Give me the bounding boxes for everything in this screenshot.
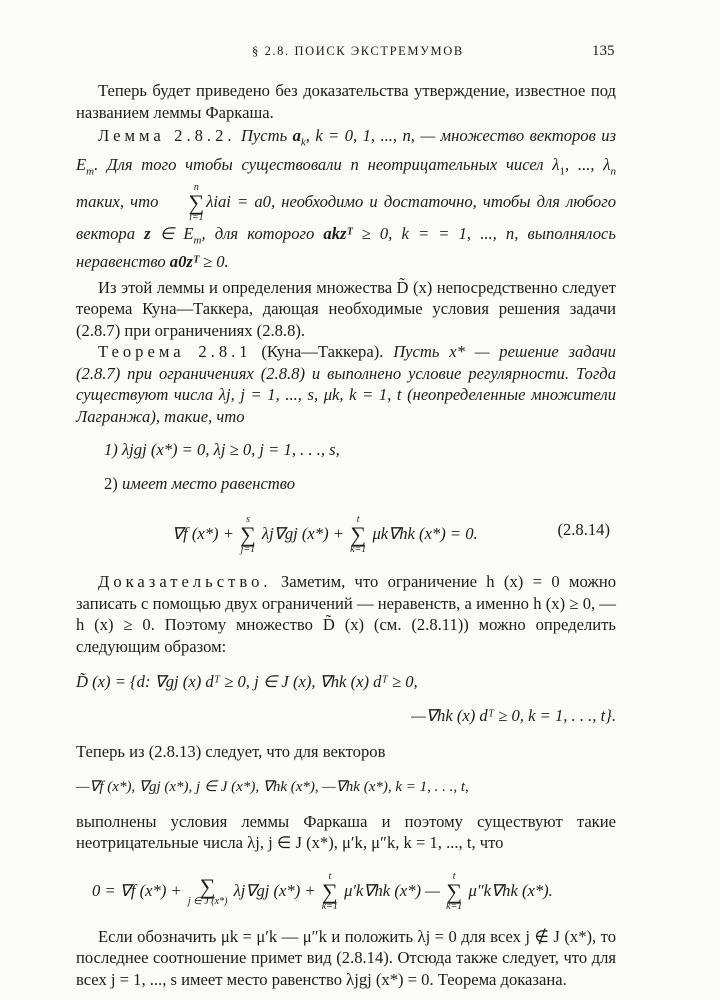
final-m1: λj∇gj (x*) + [233,880,316,900]
lemma-em2-sub: m [193,233,202,246]
lemma-in: ∈ E [159,223,194,243]
page-number: 135 [592,43,615,59]
vectors-paragraph: Теперь из (2.8.13) следует, что для векторов [76,742,386,762]
eq14-mid2: μk∇hk (x*) = 0. [372,524,478,544]
final-lhs: 0 = ∇f (x*) + [92,880,182,900]
lemma-end: ≥ 0. [203,252,229,272]
final-sum-k2: t ∑ k=1 [446,870,463,912]
intro-paragraph: Теперь будет приведено без доказательства утверждение, известное под названием леммы Фаркаша. [76,81,616,122]
farkas-paragraph: выполнены условия леммы Фаркаша и поэтому существуют такие неотрицательные числа λj, j ∈ J (x*), μ′k, μ″k, k = 1, ..., t, что [76,811,616,853]
vectors-line: —∇f (x*), ∇gj (x*), j ∈ J (x*), ∇hk (x*), —∇hk (x*), k = 1, . . ., t, [76,778,469,795]
proof-text: Заметим, что ограничение h (x) = 0 можно записать с помощью двух ограничений — неравенств, а именно h (x) ≥ 0, —h (x) ≥ 0. Поэтому множество D̃ (x) (см. (2.8.11)) можно определить следующим образом: [76,572,616,656]
lemma-a0z: a0zᵀ [169,252,199,272]
dset-line-1: D̃ (x) = {d: ∇gj (x) dᵀ ≥ 0, j ∈ J (x), ∇hk (x) dᵀ ≥ 0, [76,672,418,692]
dset-line-2: —∇hk (x) dᵀ ≥ 0, k = 1, . . ., t}. [411,706,616,726]
lemma-a-sub: k [300,136,306,149]
eq14-mid1: λj∇gj (x*) + [261,524,344,544]
proof-paragraph [76,571,616,657]
lemma-sub1: 1 [559,165,565,178]
condition-1: 1) λjgj (x*) = 0, λj ≥ 0, j = 1, . . ., s, [104,440,340,460]
lemma-cond: . Для того чтобы существовали n неотрицательных чисел λ [94,154,560,174]
proof-label: Доказательство. [98,572,272,592]
final-paragraph: Если обозначить μk = μ′k — μ″k и положить λj = 0 для всех j ∉ J (x*), то последнее соотношение примет вид (2.8.14). Отсюда также следует, что для всех j = 1, ..., s имеет место равенство λjgj (x*) = 0. Теорема доказана. [76,926,616,989]
final-sum-j: ∑ j ∈ J (x*) [187,873,228,907]
running-title: § 2.8. ПОИСК ЭКСТРЕМУМОВ [252,44,464,58]
lemma-em-sub: m [86,165,95,178]
lemma-akz: akzᵀ [323,223,353,243]
lemma-dots: , ..., λ [565,154,611,174]
eq14-sum-k: t ∑ k=1 [350,514,367,556]
lemma-paragraph [76,125,616,273]
theorem-label: Теорема 2.8.1 [98,342,252,362]
lemma-such: таких, что [76,191,159,211]
final-m2: μ′k∇hk (x*) — [344,880,440,900]
condition-2: 2) имеет место равенство [104,474,296,494]
page-body [76,80,616,990]
equation-2-8-14 [76,507,616,557]
theorem-paragraph [76,341,616,427]
lemma-label: Лемма 2.8.2. [98,126,236,145]
lemma-a: a [292,126,301,145]
final-sum-k1: t ∑ k=1 [321,870,338,912]
final-m3: μ″k∇hk (x*). [468,880,553,900]
lemma-pusk: Пусть [240,126,288,145]
lemma-subn: n [610,165,616,178]
eq14-sum-j: s ∑ j=1 [240,514,256,556]
final-equation [76,866,616,916]
eq14-number: (2.8.14) [557,520,610,540]
lemma-sum: n ∑ i=1 [188,181,205,223]
lemma-sum-expr: λiai = a0 [206,191,271,211]
lemma-necessary: , необходимо и достаточно, чтобы для любого вектора [76,191,616,243]
lemma-set: , k = 0, 1, ..., n, — множество векторов из E [76,126,616,174]
lemma-for: , для которого [201,223,315,243]
theorem-text: Пусть x* — решение задачи (2.8.7) при ограничениях (2.8.8) и выполнено условие регулярности. Тогда существуют числа λj, j = 1, ..., s, μk, k = 1, t (неопределенные множители Лагранжа), такие, что [76,342,616,426]
lemma-z: z [144,223,151,243]
consequence-paragraph: Из этой леммы и определения множества D̃ (x) непосредственно следует теорема Куна—Таккера, дающая необходимые условия решения задачи (2.8.7) при ограничениях (2.8.8). [76,277,616,340]
theorem-name: (Куна—Таккера). [261,342,384,362]
lemma-ineq: ≥ 0, k = = 1, ..., n, выполнялось неравенство [76,223,616,272]
eq14-lhs: ∇f (x*) + [172,524,234,544]
page-header [0,44,720,66]
